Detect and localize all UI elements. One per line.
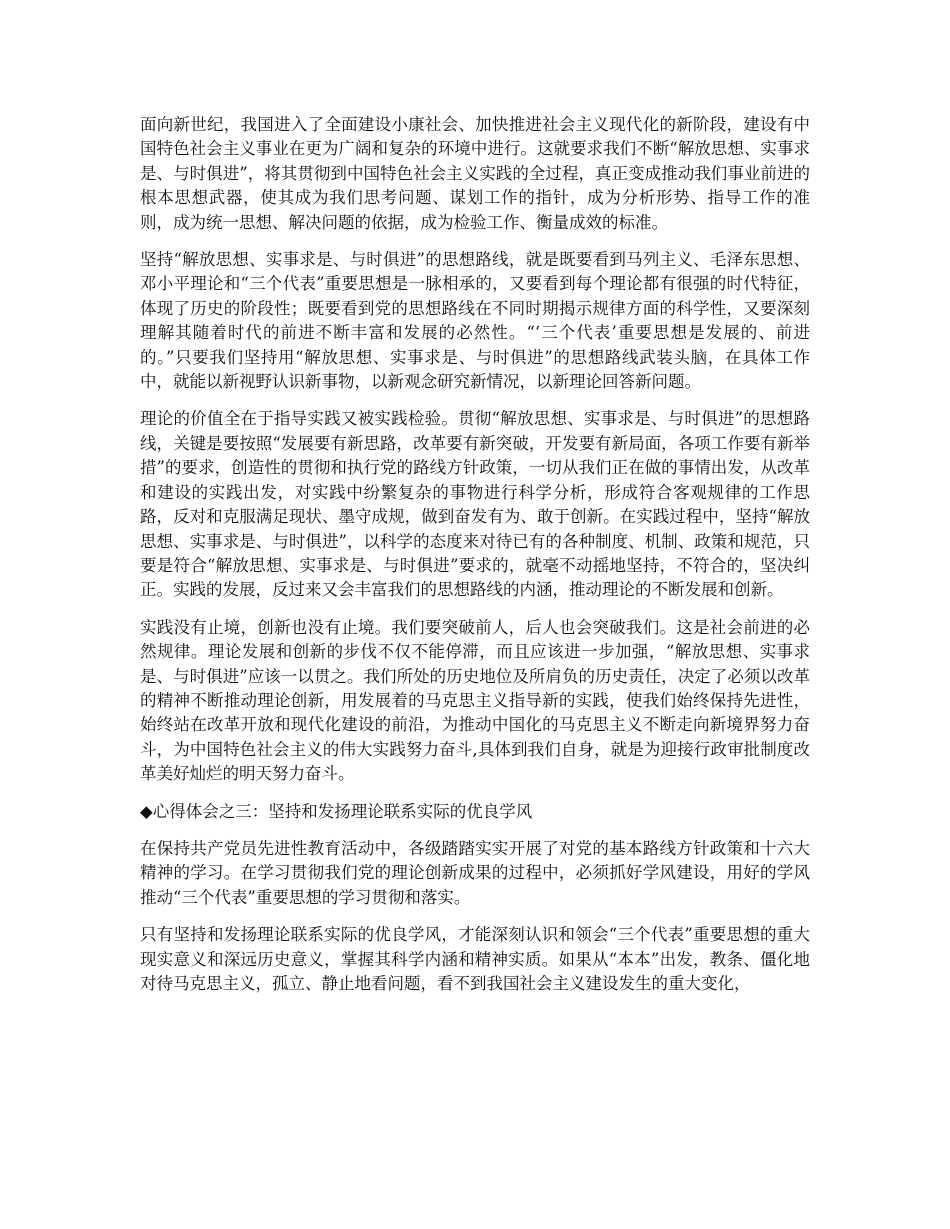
paragraph-1: 面向新世纪，我国进入了全面建设小康社会、加快推进社会主义现代化的新阶段，建设有中国特色社会主义事业在更为广阔和复杂的环境中进行。这就要求我们不断“解放思想、实事求是、与时俱进”，将其贯彻到中国特色社会主义实践的全过程，真正变成推动我们事业前进的根本思想武器，使其成为我们思考问题、谋划工作的指针，成为分析形势、指导工作的准则，成为统一思想、解决问题的依据，成为检验工作、衡量成效的标准。	[140, 115, 810, 232]
paragraph-6: 只有坚持和发扬理论联系实际的优良学风，才能深刻认识和领会“三个代表”重要思想的重大现实意义和深远历史意义，掌握其科学内涵和精神实质。如果从“本本”出发，教条、僵化地对待马克思主义，孤立、静止地看问题，看不到我国社会主义建设发生的重大变化，	[140, 925, 810, 993]
paragraph-4: 实践没有止境，创新也没有止境。我们要突破前人，后人也会突破我们。这是社会前进的必然规律。理论发展和创新的步伐不仅不能停滞，而且应该进一步加强，“解放思想、实事求是、与时俱进”应该一以贯之。我们所处的历史地位及所肩负的历史责任，决定了必须以改革的精神不断推动理论创新，用发展着的马克思主义指导新的实践，使我们始终保持先进性，始终站在改革开放和现代化建设的前沿，为推动中国化的马克思主义不断走向新境界努力奋斗，为中国特色社会主义的伟大实践努力奋斗,具体到我们自身，就是为迎接行政审批制度改革美好灿烂的明天努力奋斗。	[140, 617, 810, 784]
document-body	[140, 113, 810, 1009]
paragraph-2: 坚持“解放思想、实事求是、与时俱进”的思想路线，就是既要看到马列主义、毛泽东思想、邓小平理论和“三个代表”重要思想是一脉相承的，又要看到每个理论都有很强的时代特征，体现了历史的阶段性；既要看到党的思想路线在不同时期揭示规律方面的科学性，又要深刻理解其随着时代的前进不断丰富和发展的必然性。“‘三个代表’重要思想是发展的、前进的。”只要我们坚持用“解放思想、实事求是、与时俱进”的思想路线武装头脑，在具体工作中，就能以新视野认识新事物，以新观念研究新情况，以新理论回答新问题。	[140, 250, 810, 392]
paragraph-3: 理论的价值全在于指导实践又被实践检验。贯彻“解放思想、实事求是、与时俱进”的思想路线，关键是要按照“发展要有新思路，改革要有新突破，开发要有新局面，各项工作要有新举措”的要求，创造性的贯彻和执行党的路线方针政策，一切从我们正在做的事情出发，从改革和建设的实践出发，对实践中纷繁复杂的事物进行科学分析，形成符合客观规律的工作思路，反对和克服满足现状、墨守成规，做到奋发有为、敢于创新。在实践过程中，坚持“解放思想、实事求是、与时俱进”，以科学的态度来对待已有的各种制度、机制、政策和规范，只要是符合“解放思想、实事求是、与时俱进”要求的，就毫不动摇地坚持，不符合的，坚决纠正。实践的发展，反过来又会丰富我们的思想路线的内涵，推动理论的不断发展和创新。	[140, 409, 810, 600]
paragraph-5: 在保持共产党员先进性教育活动中，各级踏踏实实开展了对党的基本路线方针政策和十六大精神的学习。在学习贯彻我们党的理论创新成果的过程中，必须抓好学风建设，用好的学风推动“三个代表”重要思想的学习贯彻和落实。	[140, 838, 810, 907]
section-heading: ◆心得体会之三：坚持和发扬理论联系实际的优良学风	[140, 801, 533, 821]
